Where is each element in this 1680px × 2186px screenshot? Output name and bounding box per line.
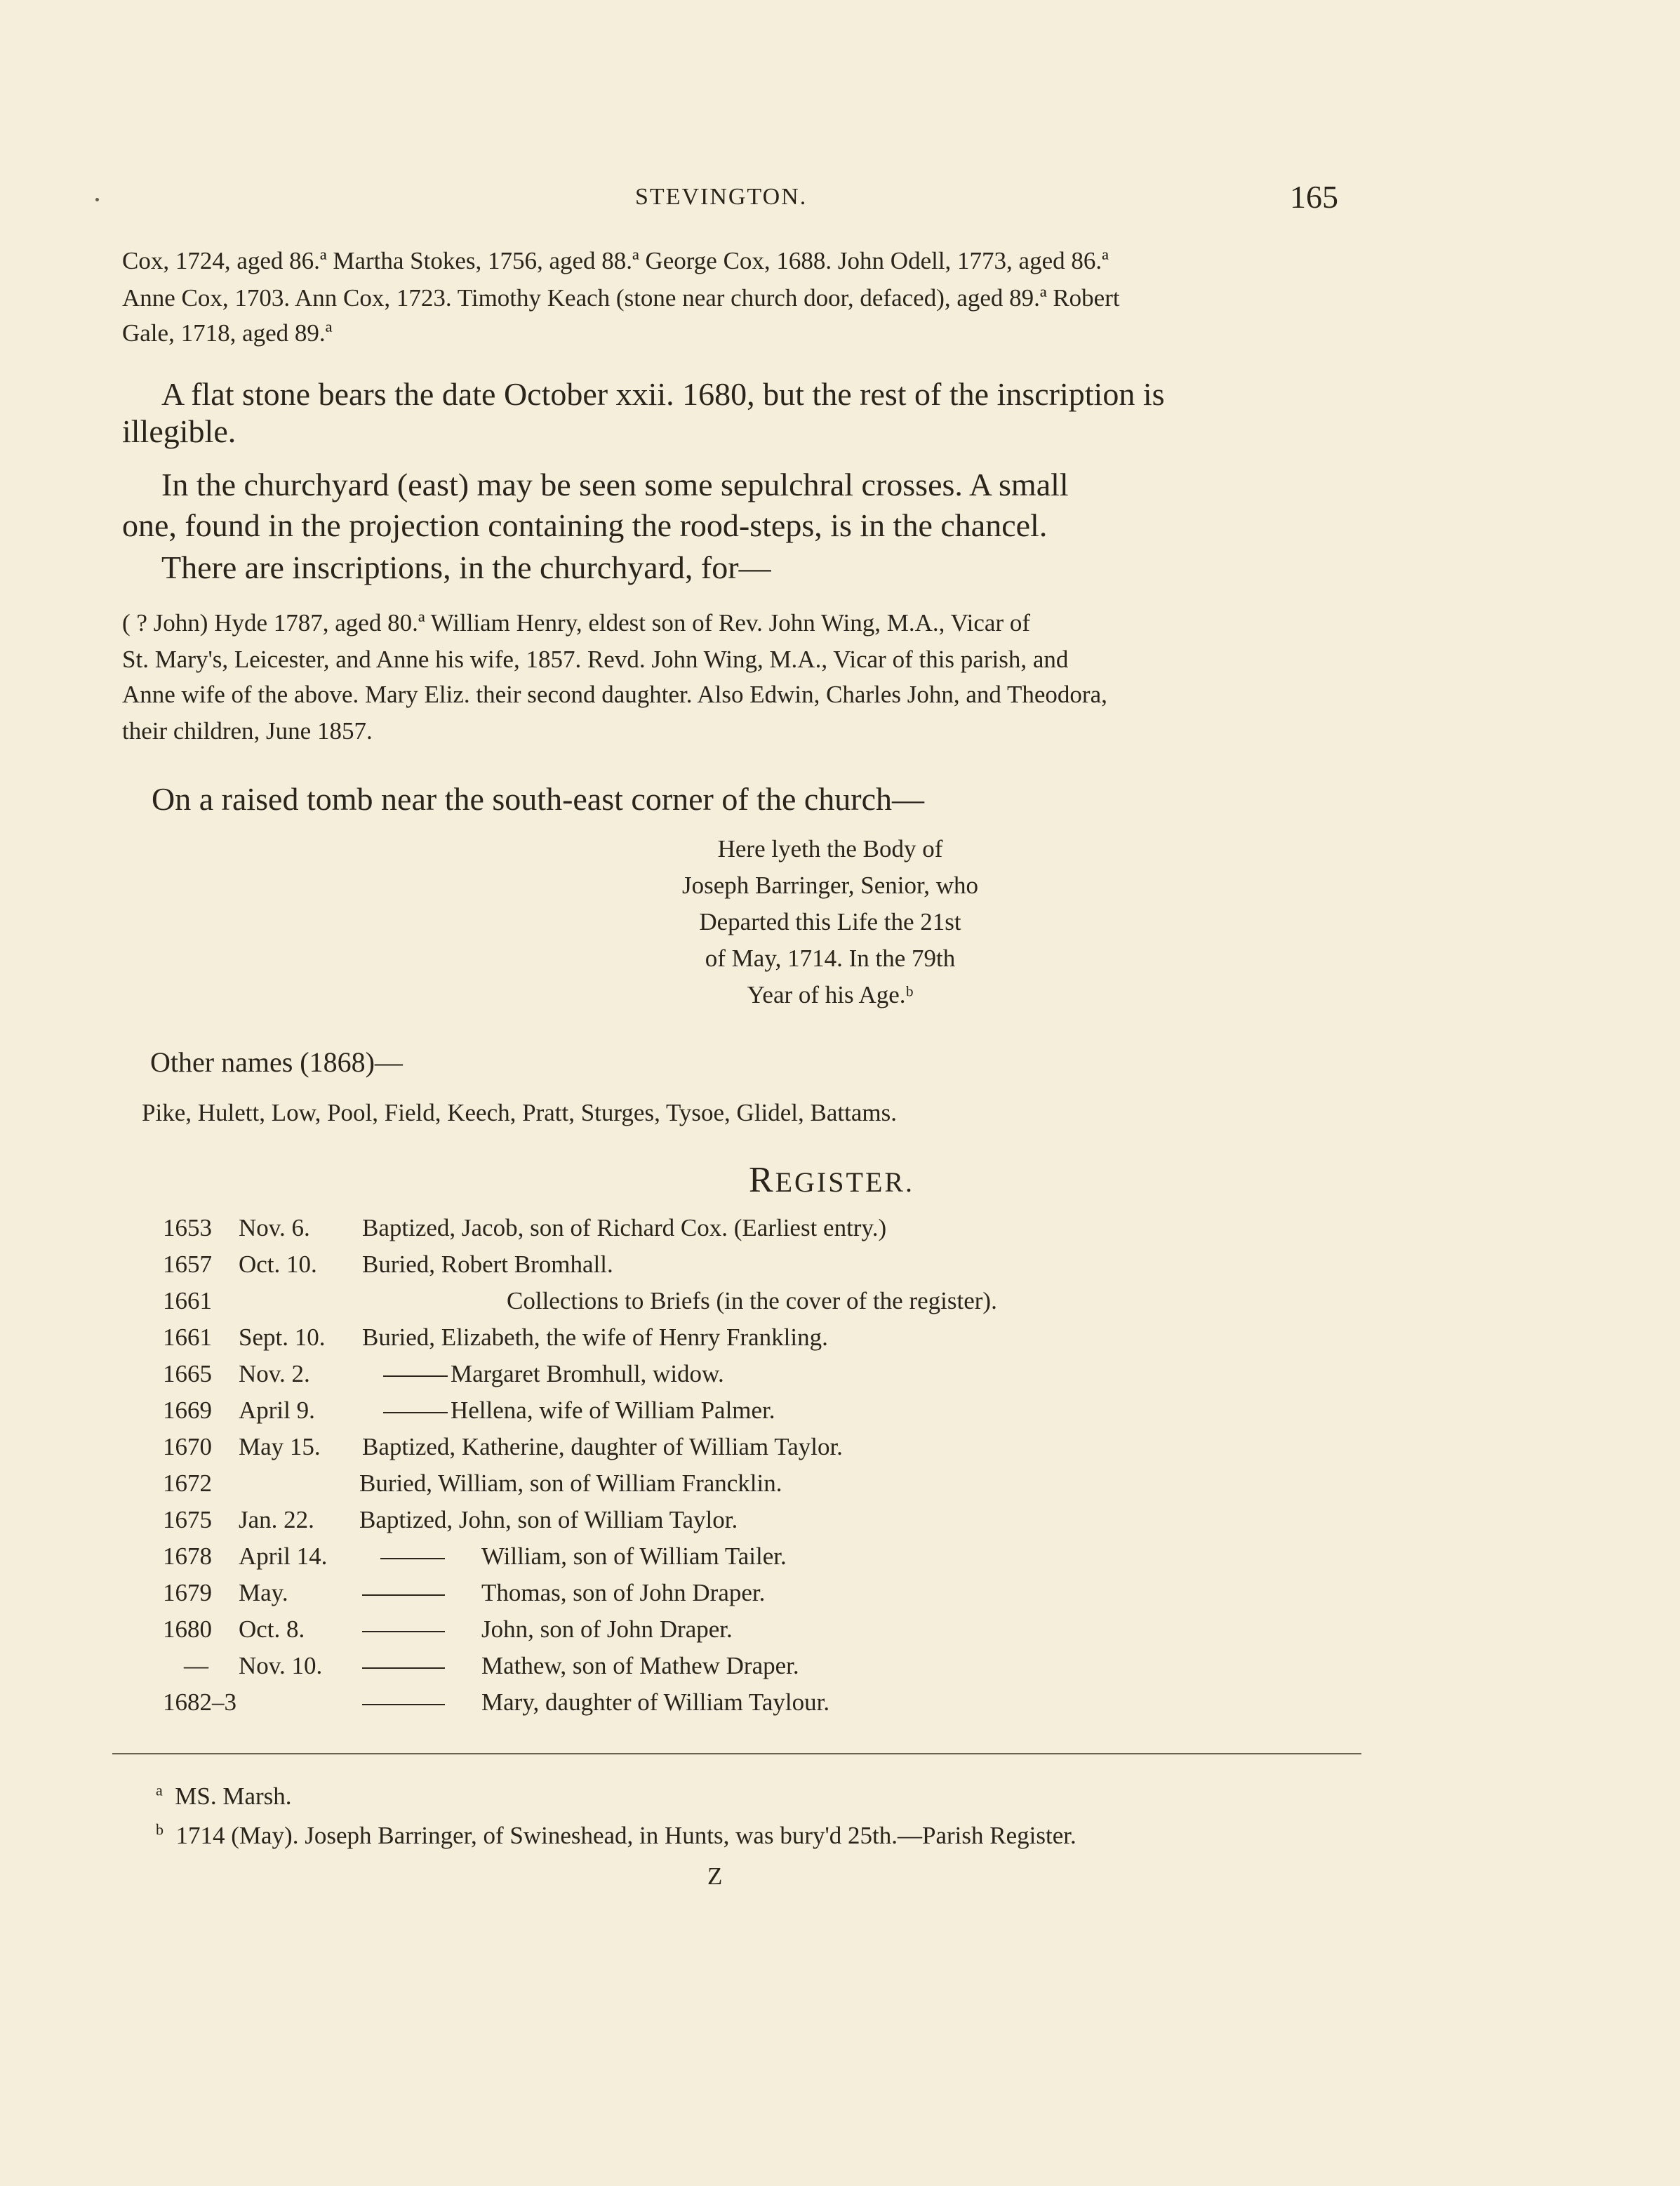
register-row (0, 1688, 1680, 1725)
register-date: May. (239, 1579, 288, 1606)
register-entry: Collections to Briefs (in the cover of the register). (507, 1287, 997, 1314)
register-row (0, 1579, 1680, 1615)
page-number: 165 (1290, 179, 1338, 215)
footnote-b-text: 1714 (May). Joseph Barringer, of Swineshead, in Hunts, was bury'd 25th.—Parish Register. (175, 1822, 1076, 1849)
register-date: April 9. (239, 1397, 315, 1424)
register-year: 1679 (163, 1579, 212, 1606)
flat-stone-para-line-2: illegible. (122, 413, 236, 449)
register-year: 1675 (163, 1506, 212, 1533)
register-year: 1665 (163, 1360, 212, 1387)
register-year: 1653 (163, 1214, 212, 1241)
register-row (0, 1214, 1680, 1251)
register-heading (0, 1159, 1672, 1201)
register-date: Oct. 10. (239, 1251, 317, 1278)
register-year: 1670 (163, 1433, 212, 1460)
ditto-dash (362, 1667, 445, 1669)
running-header-title: STEVINGTON. (635, 184, 808, 210)
register-date: Nov. 2. (239, 1360, 310, 1387)
register-entry: Thomas, son of John Draper. (481, 1579, 766, 1606)
register-date: Nov. 10. (239, 1652, 323, 1679)
register-entry: Baptized, Jacob, son of Richard Cox. (Earliest entry.) (362, 1214, 887, 1241)
register-date: Oct. 8. (239, 1615, 305, 1643)
register-year: 1661 (163, 1287, 212, 1314)
register-date: Sept. 10. (239, 1324, 326, 1351)
register-heading-initial: R (748, 1160, 775, 1200)
register-year: 1669 (163, 1397, 212, 1424)
register-row (0, 1397, 1680, 1433)
churchyard-para-line-2: one, found in the projection containing the rood-steps, is in the chancel. (122, 507, 1048, 543)
register-date: May 15. (239, 1433, 321, 1460)
register-row (0, 1469, 1680, 1506)
register-row (0, 1506, 1680, 1542)
register-row (0, 1324, 1680, 1360)
epitaph-line-3: Departed this Life the 21st (699, 908, 961, 935)
register-entry: William, son of William Tailer. (481, 1542, 787, 1570)
graves-line-3: Gale, 1718, aged 89.ª (122, 319, 333, 347)
inscriptions-intro: There are inscriptions, in the churchyard, for— (161, 549, 771, 585)
footnote-rule (112, 1753, 1361, 1754)
footnote-a (156, 1782, 292, 1811)
register-entry: Buried, Elizabeth, the wife of Henry Frankling. (362, 1324, 828, 1351)
epitaph-line-2: Joseph Barringer, Senior, who (682, 872, 978, 899)
inscriptions-line-2: St. Mary's, Leicester, and Anne his wife, 1857. Revd. John Wing, M.A., Vicar of this parish, and (122, 646, 1069, 673)
register-row (0, 1360, 1680, 1397)
epitaph-line-4: of May, 1714. In the 79th (705, 945, 956, 972)
signature-mark: Z (707, 1862, 723, 1890)
register-row (0, 1652, 1680, 1688)
ditto-dash (383, 1375, 448, 1377)
register-row (0, 1542, 1680, 1579)
register-year: 1657 (163, 1251, 212, 1278)
register-entry: Margaret Bromhull, widow. (451, 1360, 724, 1387)
ditto-dash (362, 1594, 445, 1596)
register-date: Jan. 22. (239, 1506, 314, 1533)
inscriptions-line-1: ( ? John) Hyde 1787, aged 80.ª William Henry, eldest son of Rev. John Wing, M.A., Vicar of (122, 609, 1031, 637)
register-year: 1682–3 (163, 1688, 236, 1716)
graves-line-1: Cox, 1724, aged 86.ª Martha Stokes, 1756, aged 88.ª George Cox, 1688. John Odell, 1773, aged 86.ª (122, 247, 1109, 274)
register-heading-rest: EGISTER. (775, 1166, 915, 1198)
register-entry: Buried, Robert Bromhall. (362, 1251, 613, 1278)
register-entry: Mary, daughter of William Taylour. (481, 1688, 830, 1716)
epitaph-line-1: Here lyeth the Body of (717, 835, 943, 862)
epitaph-line-5: Year of his Age.ᵇ (747, 981, 914, 1008)
register-entry: Hellena, wife of William Palmer. (451, 1397, 775, 1424)
ditto-dash (362, 1631, 445, 1632)
tomb-intro: On a raised tomb near the south-east corner of the church— (152, 781, 925, 817)
inscriptions-line-4: their children, June 1857. (122, 717, 373, 745)
footnote-b (156, 1822, 1076, 1850)
ditto-dash (380, 1558, 445, 1559)
footnote-b-mark: b (156, 1820, 164, 1839)
footnote-a-mark: a (156, 1781, 163, 1799)
register-year: 1678 (163, 1542, 212, 1570)
register-year: 1672 (163, 1469, 212, 1497)
register-entry: Baptized, Katherine, daughter of William Taylor. (362, 1433, 843, 1460)
register-entry: John, son of John Draper. (481, 1615, 733, 1643)
other-names-heading: Other names (1868)— (150, 1046, 403, 1078)
ditto-dash (362, 1704, 445, 1705)
register-date: April 14. (239, 1542, 328, 1570)
register-row (0, 1433, 1680, 1469)
register-year: — (184, 1652, 208, 1679)
register-date: Nov. 6. (239, 1214, 310, 1241)
churchyard-para-line-1: In the churchyard (east) may be seen some sepulchral crosses. A small (161, 467, 1069, 502)
register-entry: Buried, William, son of William Francklin. (359, 1469, 782, 1497)
register-year: 1661 (163, 1324, 212, 1351)
footnote-a-text: MS. Marsh. (175, 1782, 292, 1810)
register-row (0, 1615, 1680, 1652)
register-entry: Baptized, John, son of William Taylor. (359, 1506, 738, 1533)
ditto-dash (383, 1412, 448, 1413)
other-names-list: Pike, Hulett, Low, Pool, Field, Keech, Pratt, Sturges, Tysoe, Glidel, Battams. (142, 1099, 897, 1126)
graves-line-2: Anne Cox, 1703. Ann Cox, 1723. Timothy Keach (stone near church door, defaced), aged 89.ª Robert (122, 284, 1120, 312)
register-row (0, 1287, 1680, 1324)
register-year: 1680 (163, 1615, 212, 1643)
margin-dot (95, 198, 99, 201)
register-entry: Mathew, son of Mathew Draper. (481, 1652, 799, 1679)
inscriptions-line-3: Anne wife of the above. Mary Eliz. their second daughter. Also Edwin, Charles John, and Theodora, (122, 681, 1107, 708)
flat-stone-para-line-1: A flat stone bears the date October xxii. 1680, but the rest of the inscription is (161, 376, 1165, 412)
register-row (0, 1251, 1680, 1287)
